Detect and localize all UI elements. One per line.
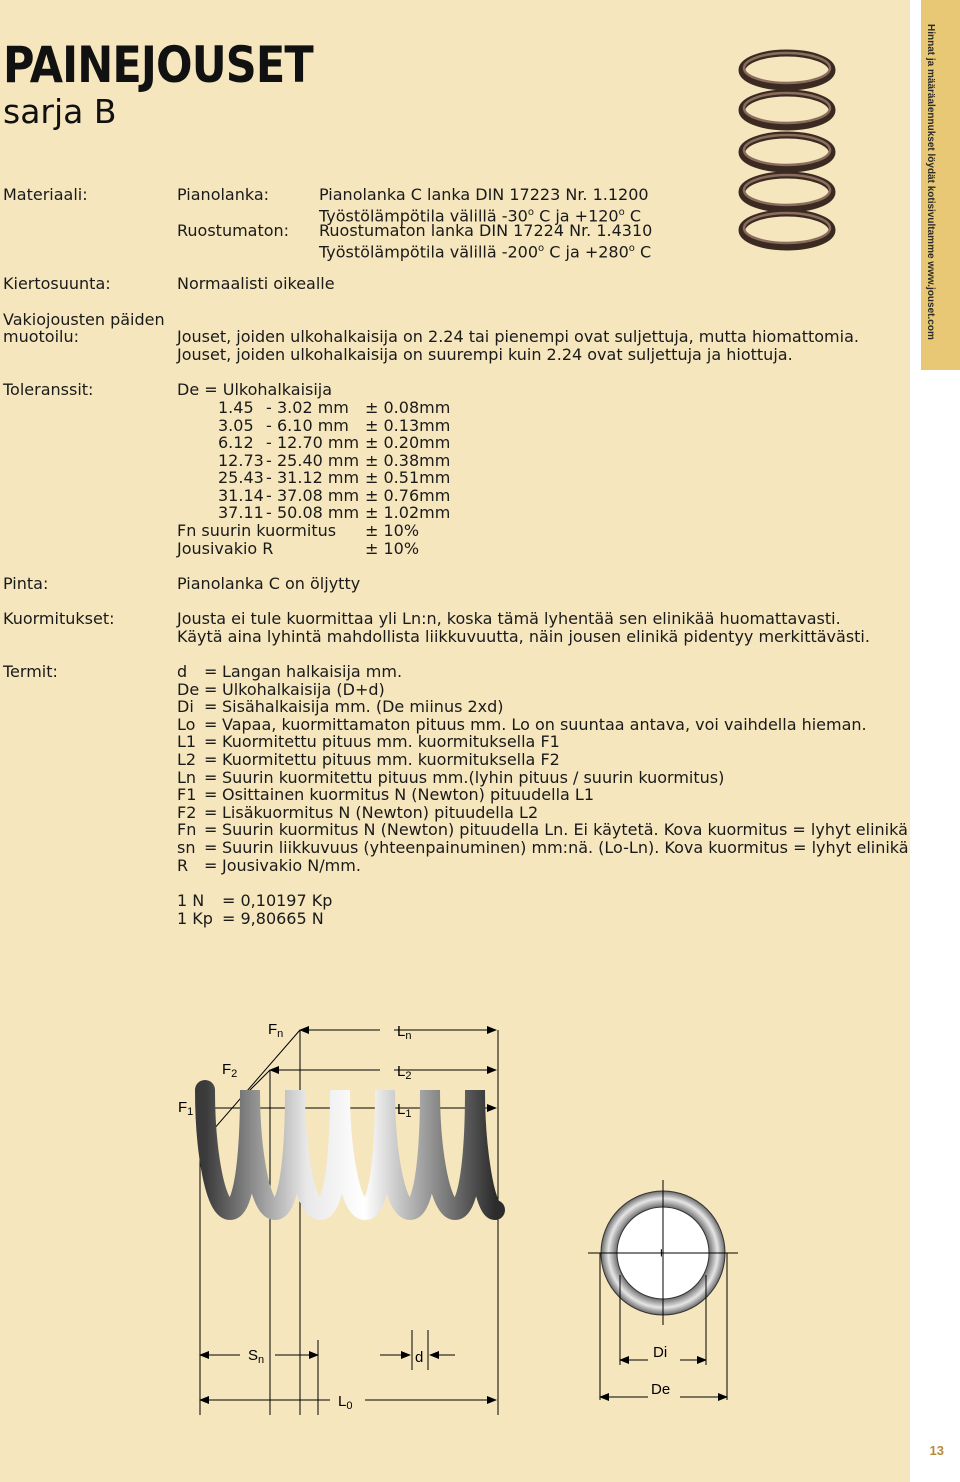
vakiojousten-line1: Jouset, joiden ulkohalkaisija on 2.24 tai pienempi ovat suljettuja, mutta hiomattomia. [177, 327, 859, 346]
term-equals: = [204, 732, 218, 752]
tolerance-to: 12.70 mm [277, 433, 360, 452]
ruostumaton-line2: Työstölämpötila välillä -200$^o$ C ja $+280^o$ C [319, 242, 652, 262]
tolerance-from: 31.14 [218, 485, 264, 505]
tolerance-value: ± 1.02mm [365, 503, 451, 522]
pinta-value: Pianolanka C on öljytty [177, 574, 361, 593]
term-description: Suurin kuormitettu pituus mm.(lyhin pituus / suurin kuormitus) [222, 767, 725, 787]
conversion-value: = 9,80665 N [222, 908, 324, 928]
center-plus: + [657, 1245, 666, 1262]
tolerance-to: 50.08 mm [277, 503, 360, 522]
tolerance-dash: - [266, 503, 272, 522]
term-symbol: L2 [177, 750, 197, 769]
ruostumaton-line1: Ruostumaton lanka DIN 17224 Nr. 1.4310 [319, 221, 653, 240]
term-equals: = [204, 750, 218, 769]
conversion-value: = 0,10197 Kp [222, 891, 333, 910]
term-equals: = [204, 767, 218, 787]
pianolanka-label: Pianolanka: [177, 185, 270, 204]
fn-label: $F_n$ [268, 1021, 284, 1040]
term-symbol: Di [177, 697, 194, 717]
term-equals: = [204, 697, 218, 717]
term-equals: = [204, 802, 218, 822]
tolerance-from: 25.43 [218, 468, 264, 487]
termit-label: Termit: [3, 662, 58, 681]
term-description: Vapaa, kuormittamaton pituus mm. Lo on suuntaa antava, voi vaihdella hieman. [222, 714, 867, 734]
tolerance-dash: - [266, 450, 272, 470]
vakiojousten-line2: Jouset, joiden ulkohalkaisija on suurempi kuin 2.24 ovat suljettuja ja hiottuja. [177, 345, 793, 364]
page-title: PAINEJOUSET [3, 36, 313, 94]
kuormitukset-line1: Jousta ei tule kuormittaa yli Ln:n, koska tämä lyhentää sen elinikää huomattavasti. [177, 609, 841, 628]
term-description: Jousivakio N/mm. [222, 855, 361, 875]
tolerance-dash: - [266, 415, 272, 435]
tolerance-from: 37.11 [218, 503, 264, 522]
r-tolerance-value: ± 10% [365, 539, 420, 558]
tolerance-dash: - [266, 468, 272, 487]
pianolanka-line1: Pianolanka C lanka DIN 17223 Nr. 1.1200 [319, 185, 649, 204]
pianolanka-line2: Työstölämpötila välillä -30$^o$ C ja $+120^o$ C [319, 206, 641, 226]
pinta-label: Pinta: [3, 574, 49, 593]
conversion-unit: 1 N [177, 891, 205, 910]
fn-tolerance-label: Fn suurin kuormitus [177, 521, 337, 540]
term-symbol: F1 [177, 785, 197, 805]
tolerance-to: 31.12 mm [277, 468, 360, 487]
tolerance-to: 6.10 mm [277, 415, 349, 435]
term-symbol: F2 [177, 802, 197, 822]
tolerance-from: 6.12 [218, 433, 254, 452]
kiertosuunta-value: Normaalisti oikealle [177, 274, 335, 293]
term-symbol: Lo [177, 714, 196, 734]
sn-label: $S_n$ [248, 1347, 265, 1366]
l2-label: $L_2$ [397, 1063, 412, 1082]
term-symbol: R [177, 855, 189, 875]
term-symbol: L1 [177, 732, 197, 752]
term-symbol: De [177, 679, 200, 699]
term-symbol: Ln [177, 767, 197, 787]
kiertosuunta-label: Kiertosuunta: [3, 274, 111, 293]
di-label: Di [653, 1344, 668, 1361]
ln-label: $L_n$ [397, 1023, 412, 1042]
l0-label: $L_0$ [338, 1393, 353, 1412]
term-equals: = [204, 838, 218, 857]
page-subtitle: sarja B [3, 92, 117, 131]
term-equals: = [204, 679, 218, 699]
spring-photo [732, 40, 847, 255]
term-equals: = [204, 820, 218, 840]
spring-diagram [170, 1010, 510, 1415]
term-symbol: sn [177, 838, 196, 857]
page-number: 13 [929, 1443, 944, 1458]
de-label: De [651, 1381, 671, 1398]
tolerance-to: 37.08 mm [277, 485, 360, 505]
tolerance-value: ± 0.08mm [365, 398, 451, 417]
tolerance-dash: - [266, 433, 272, 452]
term-description: Kuormitettu pituus mm. kuormituksella F2 [222, 750, 560, 769]
term-description: Suurin kuormitus N (Newton) pituudella Ln. Ei käytetä. Kova kuormitus = lyhyt elinikä [222, 820, 908, 840]
term-description: Osittainen kuormitus N (Newton) pituudella L1 [222, 785, 595, 805]
term-equals: = [204, 785, 218, 805]
tolerance-to: 3.02 mm [277, 398, 349, 417]
term-equals: = [204, 855, 218, 875]
kuormitukset-line2: Käytä aina lyhintä mahdollista liikkuvuutta, näin jousen elinikä pidentyy merkittävästi. [177, 627, 870, 646]
term-description: Langan halkaisija mm. [222, 662, 403, 681]
spring-end-view [580, 1175, 750, 1415]
conversion-unit: 1 Kp [177, 908, 213, 928]
side-tab-text: Hinnat ja määräalennukset löydät kotisivultamme www.jouset.com [925, 24, 936, 340]
tolerance-value: ± 0.51mm [365, 468, 451, 487]
tolerance-value: ± 0.76mm [365, 485, 451, 505]
r-tolerance-label: Jousivakio R [177, 539, 274, 558]
term-description: Kuormitettu pituus mm. kuormituksella F1 [222, 732, 560, 752]
tolerance-value: ± 0.20mm [365, 433, 451, 452]
toleranssit-label: Toleranssit: [3, 380, 94, 399]
term-equals: = [204, 662, 218, 681]
tolerance-value: ± 0.13mm [365, 415, 451, 435]
vakiojousten-label-1: Vakiojousten päiden [3, 310, 165, 329]
fn-tolerance-value: ± 10% [365, 521, 420, 540]
term-description: Suurin liikkuvuus (yhteenpainuminen) mm:nä. (Lo-Ln). Kova kuormitus = lyhyt elinikä [222, 838, 909, 857]
tolerance-to: 25.40 mm [277, 450, 360, 470]
tolerance-from: 3.05 [218, 415, 254, 435]
f1-label: $F_1$ [178, 1099, 194, 1118]
tolerance-dash: - [266, 485, 272, 505]
term-equals: = [204, 714, 218, 734]
term-description: Sisähalkaisija mm. (De miinus 2xd) [222, 697, 504, 717]
f2-label: $F_2$ [222, 1061, 238, 1080]
term-description: Ulkohalkaisija (D+d) [222, 679, 385, 699]
materiaali-label: Materiaali: [3, 185, 88, 204]
ruostumaton-label: Ruostumaton: [177, 221, 290, 240]
term-symbol: Fn [177, 820, 197, 840]
l1-label: $L_1$ [397, 1101, 412, 1120]
kuormitukset-label: Kuormitukset: [3, 609, 115, 628]
tolerance-dash: - [266, 398, 272, 417]
tolerance-value: ± 0.38mm [365, 450, 451, 470]
tolerance-from: 1.45 [218, 398, 254, 417]
vakiojousten-label-2: muotoilu: [3, 327, 79, 346]
d-label: d [415, 1349, 424, 1366]
tolerance-from: 12.73 [218, 450, 264, 470]
term-description: Lisäkuormitus N (Newton) pituudella L2 [222, 802, 539, 822]
toleranssit-heading: De = Ulkohalkaisija [177, 380, 333, 399]
term-symbol: d [177, 662, 188, 681]
